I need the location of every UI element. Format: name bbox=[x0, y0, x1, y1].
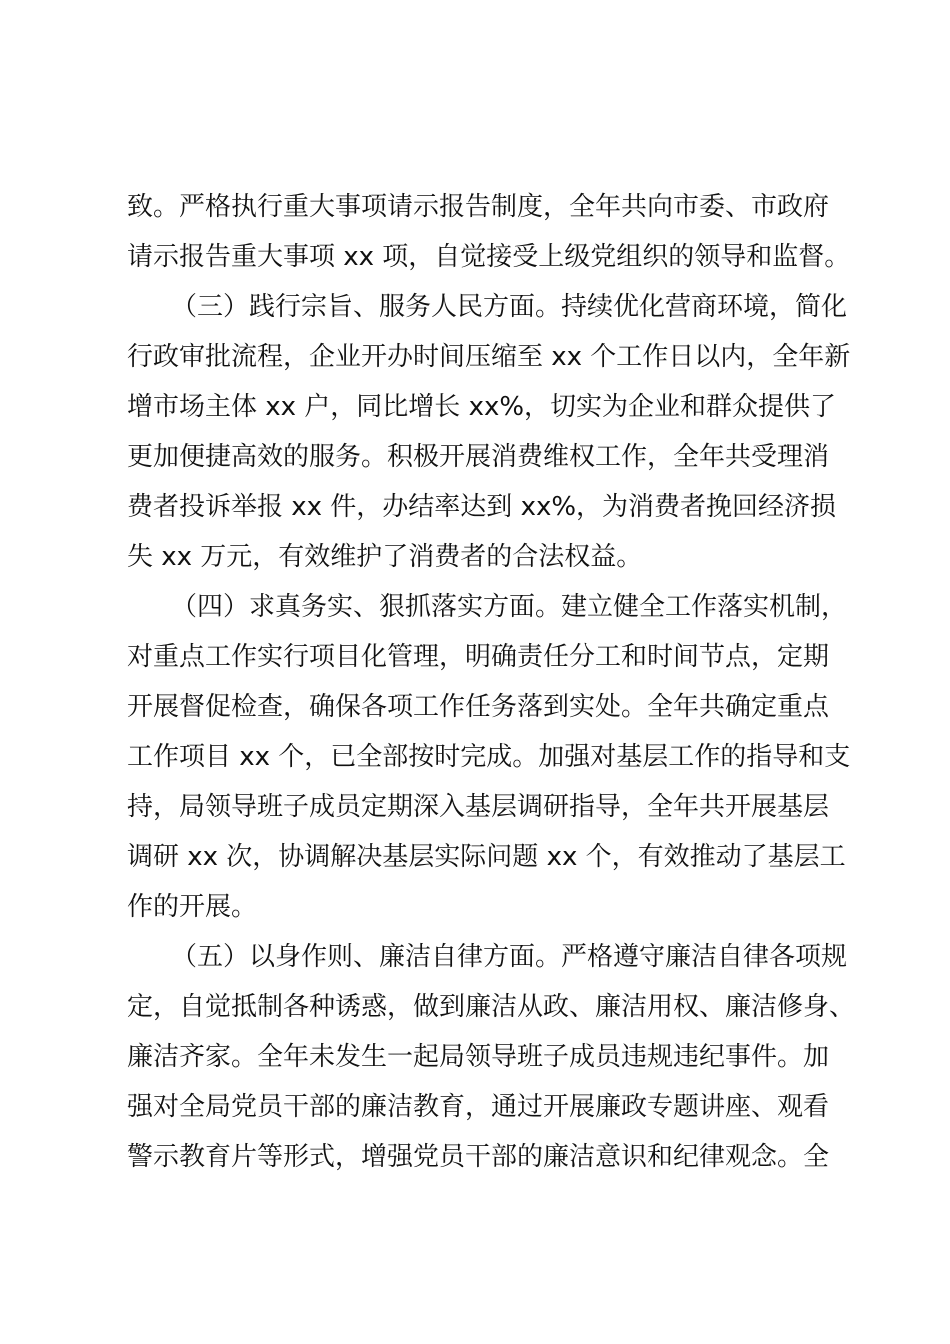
text-line: 增市场主体 xx 户，同比增长 xx%，切实为企业和群众提供了 bbox=[127, 392, 837, 422]
section-heading-line: （五）以身作则、廉洁自律方面。严格遵守廉洁自律各项规 bbox=[171, 942, 848, 972]
text-line: 定，自觉抵制各种诱惑，做到廉洁从政、廉洁用权、廉洁修身、 bbox=[127, 992, 856, 1022]
text-line: 费者投诉举报 xx 件，办结率达到 xx%，为消费者挽回经济损 bbox=[127, 492, 837, 522]
text-line: 失 xx 万元，有效维护了消费者的合法权益。 bbox=[127, 542, 643, 572]
text-line: 廉洁齐家。全年未发生一起局领导班子成员违规违纪事件。加 bbox=[127, 1042, 830, 1072]
text-line: 工作项目 xx 个，已全部按时完成。加强对基层工作的指导和支 bbox=[127, 742, 851, 772]
text-line: 更加便捷高效的服务。积极开展消费维权工作，全年共受理消 bbox=[127, 442, 830, 472]
text-line: 强对全局党员干部的廉洁教育，通过开展廉政专题讲座、观看 bbox=[127, 1092, 830, 1122]
text-line: 持，局领导班子成员定期深入基层调研指导，全年共开展基层 bbox=[127, 792, 830, 822]
text-line: 请示报告重大事项 xx 项，自觉接受上级党组织的领导和监督。 bbox=[127, 242, 851, 272]
text-line: 对重点工作实行项目化管理，明确责任分工和时间节点，定期 bbox=[127, 642, 830, 672]
text-line: 致。严格执行重大事项请示报告制度，全年共向市委、市政府 bbox=[127, 192, 830, 222]
text-line: 警示教育片等形式，增强党员干部的廉洁意识和纪律观念。全 bbox=[127, 1142, 830, 1172]
text-line: 作的开展。 bbox=[127, 892, 258, 922]
section-heading-line: （四）求真务实、狠抓落实方面。建立健全工作落实机制， bbox=[171, 592, 848, 622]
section-heading-line: （三）践行宗旨、服务人民方面。持续优化营商环境，简化 bbox=[171, 292, 848, 322]
body-text bbox=[127, 182, 856, 1182]
text-line: 开展督促检查，确保各项工作任务落到实处。全年共确定重点 bbox=[127, 692, 830, 722]
text-line: 行政审批流程，企业开办时间压缩至 xx 个工作日以内，全年新 bbox=[127, 342, 851, 372]
text-line: 调研 xx 次，协调解决基层实际问题 xx 个，有效推动了基层工 bbox=[127, 842, 846, 872]
